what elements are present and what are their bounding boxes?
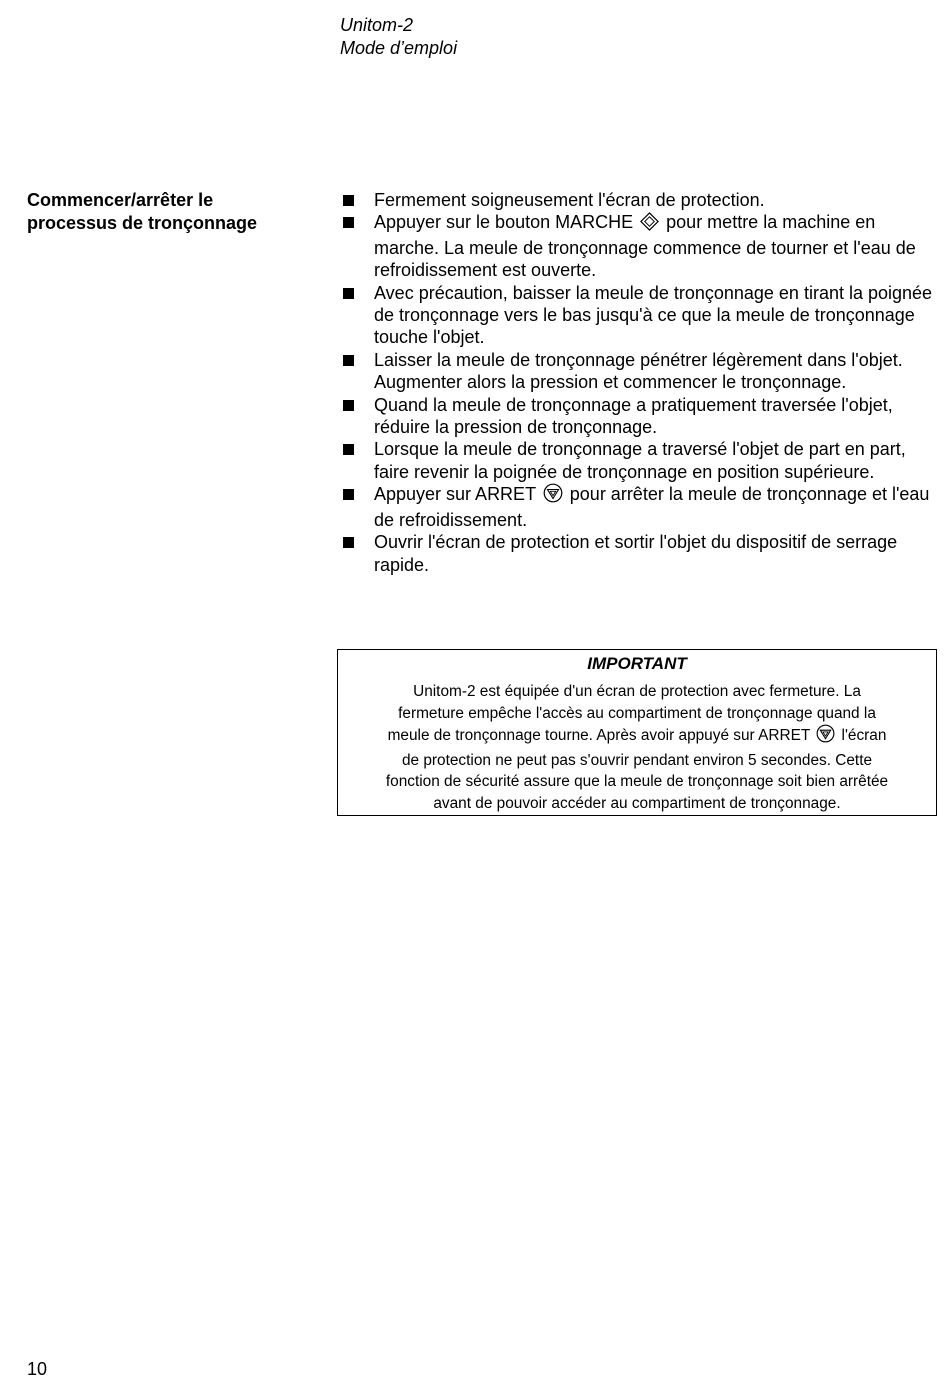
list-item [338, 282, 942, 349]
important-line: Unitom-2 est équipée d'un écran de protection avec fermeture. La [413, 683, 861, 700]
section-title [27, 189, 307, 235]
square-bullet-icon [343, 444, 354, 455]
square-bullet-icon [343, 355, 354, 366]
list-item [338, 531, 942, 576]
important-line: fonction de sécurité assure que la meule de tronçonnage soit bien arrêtée [385, 773, 889, 791]
square-bullet-icon [343, 288, 354, 299]
important-body [344, 681, 930, 815]
section-title-line-1: Commencer/arrêter le [27, 190, 214, 210]
square-bullet-icon [343, 195, 354, 206]
list-item [338, 483, 942, 531]
important-line: avant de pouvoir accéder au compartiment de tronçonnage. [433, 794, 841, 812]
step-text-after: pour mettre la machine en marche. La meule de tronçonnage commence de tourner et l'eau de refroidissement est ouverte. [374, 212, 916, 281]
square-bullet-icon [343, 537, 354, 548]
start-diamond-icon [640, 212, 659, 236]
list-item [338, 438, 942, 483]
step-text: Lorsque la meule de tronçonnage a traversé l'objet de part en part, faire revenir la poignée de tronçonnage en position supérieure. [374, 439, 906, 482]
important-notice-box [337, 649, 937, 816]
stop-triangle-icon [543, 483, 563, 508]
step-text: Quand la meule de tronçonnage a pratiquement traversée l'objet, réduire la pression de tronçonnage. [374, 394, 893, 438]
important-line: fermeture empêche l'accès au compartiment de tronçonnage quand la [398, 704, 876, 722]
step-text-before: Appuyer sur le bouton MARCHE [374, 212, 634, 233]
square-bullet-icon [343, 400, 354, 411]
important-line-before: meule de tronçonnage tourne. Après avoir appuyé sur ARRET [387, 727, 810, 745]
page-number: 10 [27, 1359, 48, 1379]
stop-triangle-icon [816, 724, 835, 750]
step-text-before: Appuyer sur ARRET [374, 484, 536, 505]
square-bullet-icon [343, 489, 354, 500]
square-bullet-icon [343, 217, 354, 228]
important-line: de protection ne peut pas s'ouvrir pendant environ 5 secondes. Cette [401, 751, 873, 769]
procedure-steps-list [338, 189, 942, 576]
step-text: Avec précaution, baisser la meule de tronçonnage en tirant la poignée de tronçonnage vers le bas jusqu'à ce que la meule de tronçonnage touche l'objet. [374, 282, 933, 348]
list-item [338, 189, 942, 211]
document-header [340, 14, 457, 60]
step-text: Fermement soigneusement l'écran de protection. [374, 190, 765, 210]
important-line-after: l'écran [841, 727, 887, 745]
list-item [338, 394, 942, 439]
important-title: IMPORTANT [587, 654, 687, 673]
header-document-type: Mode d’emploi [340, 38, 458, 58]
list-item [338, 349, 942, 394]
important-line [344, 724, 930, 750]
step-text: Laisser la meule de tronçonnage pénétrer légèrement dans l'objet. Augmenter alors la pression et commencer le tronçonnage. [374, 349, 903, 393]
step-text: Ouvrir l'écran de protection et sortir l'objet du dispositif de serrage rapide. [374, 532, 898, 575]
list-item [338, 211, 942, 281]
section-title-line-2: processus de tronçonnage [27, 213, 258, 233]
step-text-after: pour arrêter la meule de tronçonnage et l'eau de refroidissement. [374, 484, 930, 530]
header-product-name: Unitom-2 [340, 15, 414, 35]
